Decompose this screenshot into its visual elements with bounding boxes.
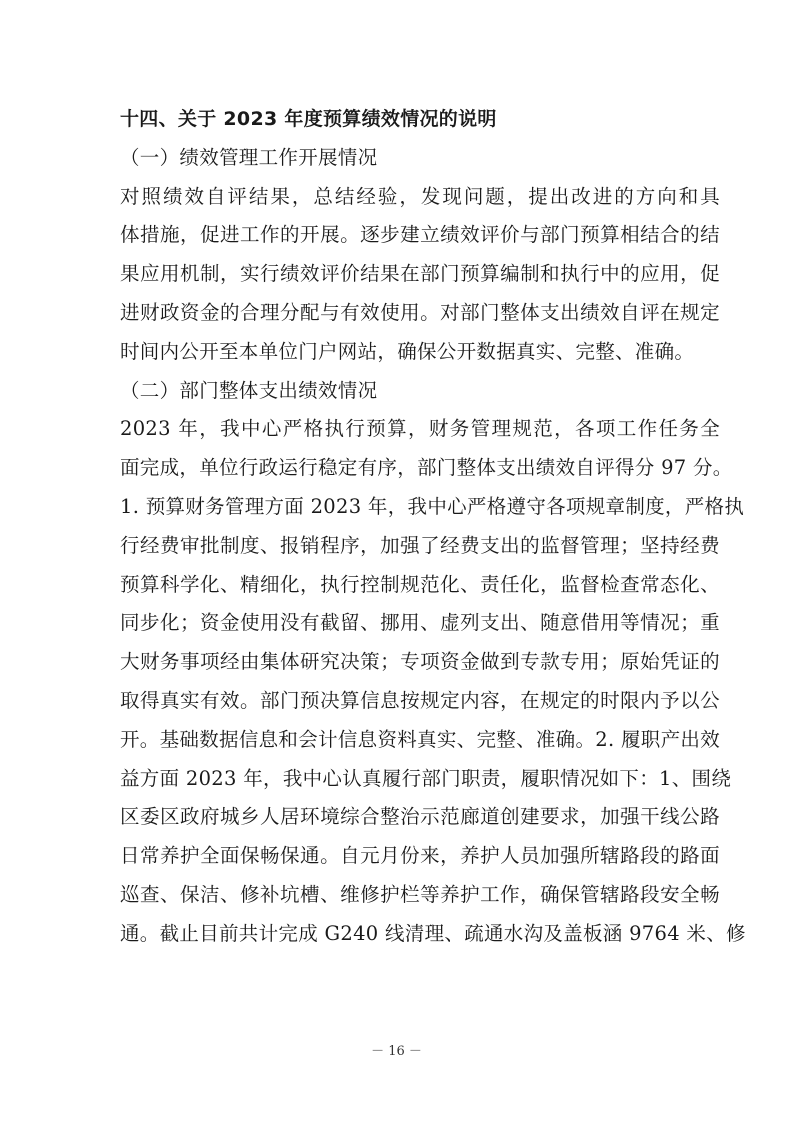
- paragraph-line: 进财政资金的合理分配与有效使用。对部门整体支出绩效自评在规定: [120, 300, 720, 324]
- paragraph-line: 果应用机制，实行绩效评价结果在部门预算编制和执行中的应用，促: [120, 262, 720, 286]
- paragraph-line: 体措施，促进工作的开展。逐步建立绩效评价与部门预算相结合的结: [120, 223, 720, 247]
- paragraph-line: 1. 预算财务管理方面 2023 年，我中心严格遵守各项规章制度，严格执: [120, 494, 745, 518]
- paragraph-line: 日常养护全面保畅保通。自元月份来，养护人员加强所辖路段的路面: [120, 844, 720, 868]
- paragraph-line: 时间内公开至本单位门户网站，确保公开数据真实、完整、准确。: [120, 339, 695, 363]
- section-heading: 十四、关于 2023 年度预算绩效情况的说明: [120, 108, 497, 130]
- paragraph-line: 对照绩效自评结果，总结经验，发现问题，提出改进的方向和具: [120, 184, 720, 208]
- paragraph-line: 益方面 2023 年，我中心认真履行部门职责，履职情况如下：1、围绕: [120, 766, 732, 790]
- paragraph-line: 取得真实有效。部门预决算信息按规定内容，在规定的时限内予以公: [120, 688, 720, 712]
- paragraph-line: 行经费审批制度、报销程序，加强了经费支出的监督管理；坚持经费: [120, 533, 720, 557]
- page-number: － 16 －: [371, 1044, 422, 1059]
- paragraph-line: 通。截止目前共计完成 G240 线清理、疏通水沟及盖板涵 9764 米、修: [120, 921, 746, 945]
- paragraph-line: 2023 年，我中心严格执行预算，财务管理规范，各项工作任务全: [120, 417, 720, 441]
- subsection-2-title: （二）部门整体支出绩效情况: [120, 378, 378, 402]
- paragraph-line: 开。基础数据信息和会计信息资料真实、完整、准确。2. 履职产出效: [120, 727, 720, 751]
- paragraph-line: 预算科学化、精细化，执行控制规范化、责任化，监督检查常态化、: [120, 572, 720, 596]
- document-body: [120, 100, 746, 954]
- paragraph-line: 区委区政府城乡人居环境综合整治示范廊道创建要求，加强干线公路: [120, 805, 720, 829]
- paragraph-line: 面完成，单位行政运行稳定有序，部门整体支出绩效自评得分 97 分。: [120, 456, 733, 480]
- subsection-1-title: （一）绩效管理工作开展情况: [120, 145, 378, 169]
- paragraph-line: 巡查、保洁、修补坑槽、维修护栏等养护工作，确保管辖路段安全畅: [120, 882, 720, 906]
- paragraph-line: 大财务事项经由集体研究决策；专项资金做到专款专用；原始凭证的: [120, 650, 720, 674]
- paragraph-line: 同步化；资金使用没有截留、挪用、虚列支出、随意借用等情况；重: [120, 611, 720, 635]
